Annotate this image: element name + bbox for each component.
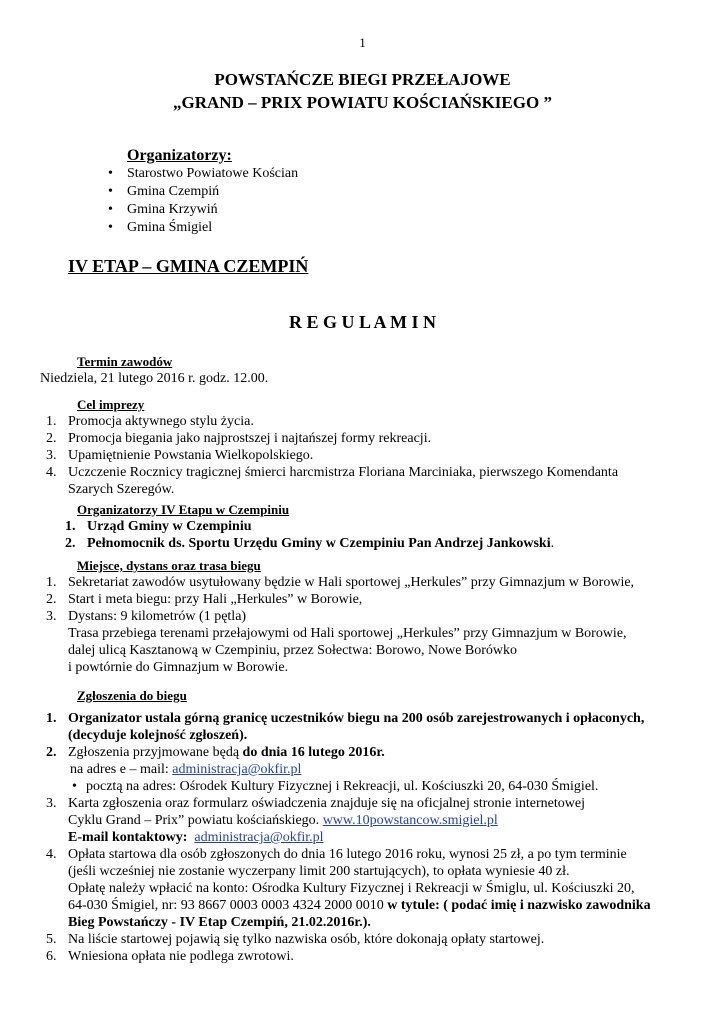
regulamin-title: R E G U L A M I N bbox=[288, 312, 437, 332]
list-item: 6. Wniesiona opłata nie podlega zwrotowi. bbox=[46, 949, 294, 964]
title-line-1: POWSTAŃCZE BIEGI PRZEŁAJOWE bbox=[214, 70, 511, 89]
zgloszenia-heading: Zgłoszenia do biegu bbox=[77, 688, 187, 703]
zgloszenia-list bbox=[46, 710, 716, 965]
list-item: 2. Start i meta biegu: przy Hali „Herkules” w Borowie, bbox=[46, 592, 363, 607]
list-item: • Gmina Czempiń bbox=[106, 183, 298, 201]
route-description: Trasa przebiega terenami przełajowymi od Hali sportowej „Herkules” przy Gimnazjum w Borowie, dalej ulicą Kasztanową w Czempiniu, przez Sołectwa: Borowo, Nowe Borówko i powtórnie do Gimnazjum w Borowie. bbox=[68, 626, 627, 675]
list-item: 3. Dystans: 9 kilometrów (1 pętla) bbox=[46, 609, 247, 624]
list-item: 1. Urząd Gminy w Czempiniu bbox=[65, 519, 252, 534]
email-link[interactable]: administracja@okfir.pl bbox=[172, 762, 302, 777]
bullet-icon: • bbox=[72, 779, 77, 794]
list-item: 2. Zgłoszenia przyjmowane będą do dnia 16 lutego 2016r. na adres e – mail: administracja@okfir.pl • pocztą na adres: Ośrodek Kultury Fizycznej i Rekreacji, ul. Kościuszki 20, 64-030 Śmigiel. bbox=[46, 745, 599, 794]
page-number: 1 bbox=[359, 35, 366, 50]
list-item: 4. Uczczenie Rocznicy tragicznej śmierci harcmistrza Floriana Marciniaka, pierwszego Komendanta Szarych Szeregów. bbox=[46, 465, 619, 497]
miejsce-heading: Miejsce, dystans oraz trasa biegu bbox=[77, 558, 261, 573]
cel-heading: Cel imprezy bbox=[77, 397, 145, 412]
organizers-heading: Organizatorzy: bbox=[127, 147, 232, 164]
list-item: • Gmina Śmigiel bbox=[106, 219, 298, 237]
organizers-list bbox=[106, 165, 298, 237]
contact-email-link[interactable]: administracja@okfir.pl bbox=[194, 830, 324, 845]
list-item: 5. Na liście startowej pojawią się tylko nazwiska osób, które dokonają opłaty startowej. bbox=[46, 932, 545, 947]
list-item: 4. Opłata startowa dla osób zgłoszonych do dnia 16 lutego 2016 roku, wynosi 25 zł, a po tym terminie (jeśli wcześniej nie zostanie wyczerpany limit 200 startujących), to opłata wyniesie 40 zł. Opłatę należy wpłacić na konto: Ośrodka Kultury Fizycznej i Rekreacji w Śmiglu, ul. Kościuszki 20, 64-030 Śmigiel, nr: 93 8667 0003 0003 4324 2000 0010 w tytule: ( podać imię i nazwisko zawodnika Bieg Powstańczy - IV Etap Czempiń, 21.02.2016r.). bbox=[46, 847, 651, 930]
list-item: 1. Promocja aktywnego stylu życia. bbox=[46, 414, 254, 429]
list-item: • Starostwo Powiatowe Kościan bbox=[106, 165, 298, 183]
list-item: 3. Karta zgłoszenia oraz formularz oświadczenia znajduje się na oficjalnej stronie internetowej Cyklu Grand – Prix” powiatu kościańskiego. www.10powstancow.smigiel.pl E-mail kontaktowy: administracja@okfir.pl bbox=[46, 796, 585, 845]
termin-heading: Termin zawodów bbox=[77, 354, 173, 369]
title-line-2: „GRAND – PRIX POWIATU KOŚCIAŃSKIEGO ” bbox=[173, 93, 552, 112]
cel-list bbox=[46, 413, 618, 498]
list-item: 1. Sekretariat zawodów usytułowany będzie w Hali sportowej „Herkules” przy Gimnazjum w Borowie, bbox=[46, 575, 635, 590]
list-item: 1. Organizator ustala górną granicę uczestników biegu na 200 osób zarejestrowanych i opłaconych, (decyduje kolejność zgłoszeń). bbox=[46, 711, 645, 743]
list-item: • Gmina Krzywiń bbox=[106, 201, 298, 219]
list-item: 2. Promocja biegania jako najprostszej i najtańszej formy rekreacji. bbox=[46, 431, 432, 446]
list-item: 3. Upamiętnienie Powstania Wielkopolskiego. bbox=[46, 448, 314, 463]
stage-title: IV ETAP – GMINA CZEMPIŃ bbox=[68, 256, 309, 276]
website-link[interactable]: www.10powstancow.smigiel.pl bbox=[322, 813, 498, 828]
org-etap-heading: Organizatorzy IV Etapu w Czempiniu bbox=[77, 502, 290, 517]
termin-text: Niedziela, 21 lutego 2016 r. godz. 12.00. bbox=[40, 371, 269, 386]
list-item: 2. Pełnomocnik ds. Sportu Urzędu Gminy w Czempiniu Pan Andrzej Jankowski. bbox=[65, 536, 555, 551]
miejsce-list bbox=[46, 574, 634, 625]
org-etap-list bbox=[65, 518, 554, 552]
